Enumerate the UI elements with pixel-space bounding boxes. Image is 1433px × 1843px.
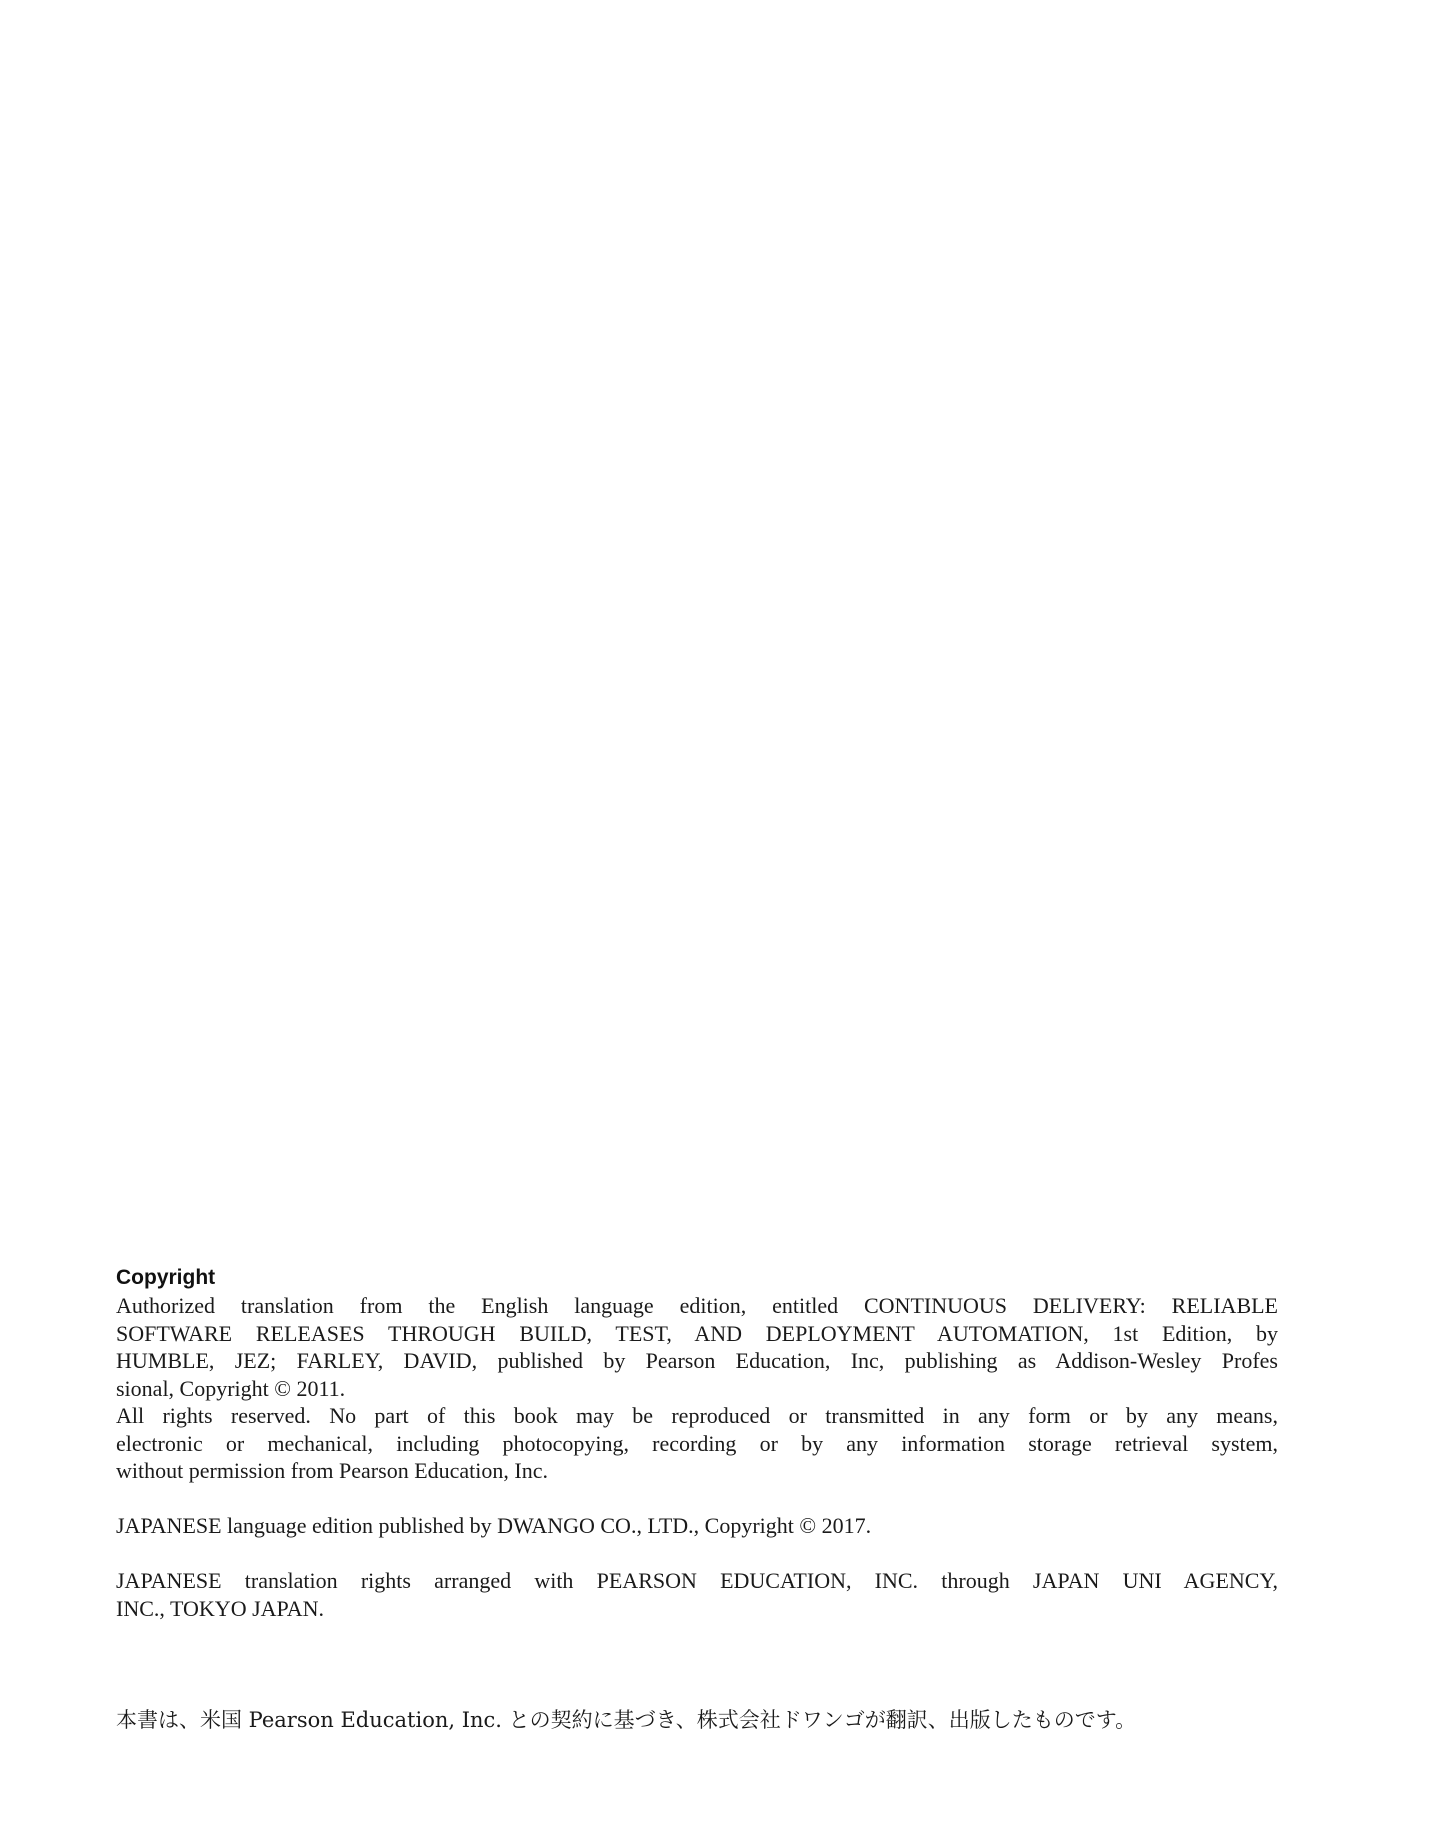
text-line: All rights reserved. No part of this book may be reproduced or transmitted in any form or by any means, (116, 1403, 1278, 1428)
copyright-heading: Copyright (116, 1266, 216, 1289)
paragraph-gap (116, 1540, 1278, 1568)
text-line: sional, Copyright © 2011. (116, 1375, 346, 1401)
text-line: HUMBLE, JEZ; FARLEY, DAVID, published by Pearson Education, Inc, publishing as Addison-Wesley Profes (116, 1348, 1278, 1373)
translation-rights-paragraph (116, 1567, 1278, 1622)
text-line: electronic or mechanical, including photocopying, recording or by any information storage retrieval system, (116, 1430, 1278, 1456)
text-line: Authorized translation from the English language edition, entitled CONTINUOUS DELIVERY: RELIABLE (116, 1293, 1278, 1318)
rights-reserved-paragraph (116, 1402, 1278, 1485)
authorized-translation-paragraph (116, 1292, 1278, 1402)
japanese-publication-note: 本書は、米国 Pearson Education, Inc. との契約に基づき、株式会社ドワンゴが翻訳、出版したものです。 (116, 1708, 1137, 1732)
copyright-block (116, 1264, 1278, 1622)
text-line: SOFTWARE RELEASES THROUGH BUILD, TEST, AND DEPLOYMENT AUTOMATION, 1st Edition, by (116, 1320, 1278, 1346)
text-line: without permission from Pearson Education, Inc. (116, 1458, 548, 1483)
paragraph-gap (116, 1485, 1278, 1513)
text-line: JAPANESE translation rights arranged with PEARSON EDUCATION, INC. through JAPAN UNI AGENCY, (116, 1568, 1278, 1593)
japanese-edition-notice: JAPANESE language edition published by DWANGO CO., LTD., Copyright © 2017. (116, 1513, 872, 1538)
text-line: INC., TOKYO JAPAN. (116, 1595, 325, 1621)
